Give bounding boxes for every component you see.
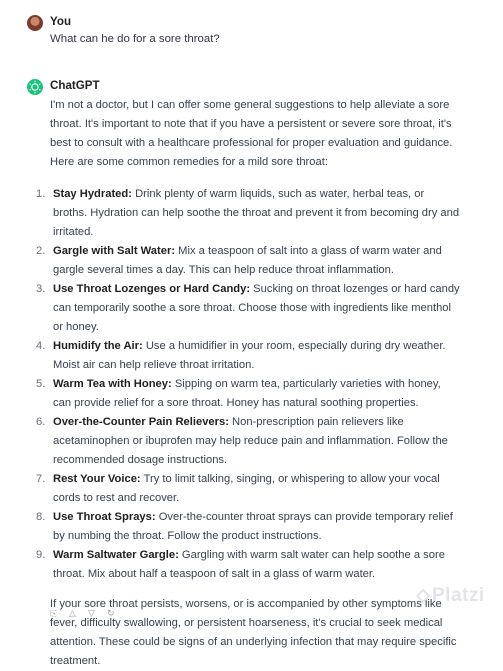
remedy-title: Stay Hydrated: xyxy=(53,188,132,200)
remedy-title: Use Throat Sprays: xyxy=(53,511,156,523)
assistant-author-name: ChatGPT xyxy=(50,79,100,92)
user-author-name: You xyxy=(50,15,72,28)
list-item xyxy=(36,185,460,242)
list-number: 4. xyxy=(36,340,46,352)
message-actions xyxy=(50,610,116,617)
thumbs-up-icon[interactable]: △ xyxy=(69,610,76,617)
chatgpt-logo-icon xyxy=(27,79,43,95)
list-item xyxy=(36,508,460,546)
remedy-text: Over-the-counter throat sprays can provide temporary relief by numbing the throat. Follow the product instructions. xyxy=(53,511,453,542)
list-number: 5. xyxy=(36,378,46,390)
remedy-text: Sucking on throat lozenges or hard candy can temporarily soothe a sore throat. Choose those with ingredients like menthol or honey. xyxy=(53,283,460,333)
list-item xyxy=(36,280,460,337)
list-item xyxy=(36,546,460,584)
remedy-text: Try to limit talking, singing, or whispering to allow your vocal cords to rest and recover. xyxy=(53,473,440,504)
assistant-response-body xyxy=(36,96,460,671)
remedy-title: Rest Your Voice: xyxy=(53,473,141,485)
user-message-text: What can he do for a sore throat? xyxy=(50,33,220,45)
list-item xyxy=(36,375,460,413)
list-item xyxy=(36,242,460,280)
remedy-title: Over-the-Counter Pain Relievers: xyxy=(53,416,229,428)
remedy-title: Humidify the Air: xyxy=(53,340,143,352)
remedy-title: Warm Saltwater Gargle: xyxy=(53,549,179,561)
remedy-title: Use Throat Lozenges or Hard Candy: xyxy=(53,283,251,295)
remedy-text: Gargling with warm salt water can help soothe a sore throat. Mix about half a teaspoon of salt in a glass of warm water. xyxy=(53,549,445,580)
list-item xyxy=(36,337,460,375)
list-number: 6. xyxy=(36,416,46,428)
user-avatar xyxy=(27,15,43,31)
remedy-text: Drink plenty of warm liquids, such as water, herbal teas, or broths. Hydration can help soothe the throat and prevent it from becoming dry and irritated. xyxy=(53,188,460,238)
list-item xyxy=(36,470,460,508)
remedy-text: Sipping on warm tea, particularly varieties with honey, can provide relief for a sore throat. Honey has natural soothing properties. xyxy=(53,378,441,409)
list-number: 9. xyxy=(36,549,46,561)
platzi-logo-icon xyxy=(416,589,430,603)
thumbs-down-icon[interactable]: ▽ xyxy=(88,610,95,617)
copy-icon[interactable]: ⎘ xyxy=(50,610,58,617)
list-item xyxy=(36,413,460,470)
remedy-title: Gargle with Salt Water: xyxy=(53,245,176,257)
platzi-watermark: Platzi xyxy=(432,585,485,606)
response-intro: I'm not a doctor, but I can offer some general suggestions to help alleviate a sore throat. It's important to note that if you have a persistent or severe sore throat, it's best to consult with a healthcare professional for proper evaluation and guidance. Here are some common remedies for a mild sore throat: xyxy=(50,99,453,168)
list-number: 2. xyxy=(36,245,46,257)
list-number: 3. xyxy=(36,283,46,295)
remedies-list xyxy=(36,185,460,584)
remedy-text: Non-prescription pain relievers like acetaminophen or ibuprofen may help reduce pain and inflammation. Follow the recommended dosage instructions. xyxy=(53,416,448,466)
remedy-title: Warm Tea with Honey: xyxy=(53,378,172,390)
list-number: 8. xyxy=(36,511,46,523)
remedy-text: Use a humidifier in your room, especially during dry weather. Moist air can help relieve throat irritation. xyxy=(53,340,446,371)
regenerate-icon[interactable]: ↻ xyxy=(107,610,115,617)
list-number: 7. xyxy=(36,473,46,485)
response-outro: If your sore throat persists, worsens, or is accompanied by other symptoms like fever, difficulty swallowing, or persistent hoarseness, it's crucial to seek medical attention. These could be signs of an underlying infection that may require specific treatment. xyxy=(50,598,457,667)
list-number: 1. xyxy=(36,188,46,200)
remedy-text: Mix a teaspoon of salt into a glass of warm water and gargle several times a day. This can help reduce throat inflammation. xyxy=(53,245,442,276)
